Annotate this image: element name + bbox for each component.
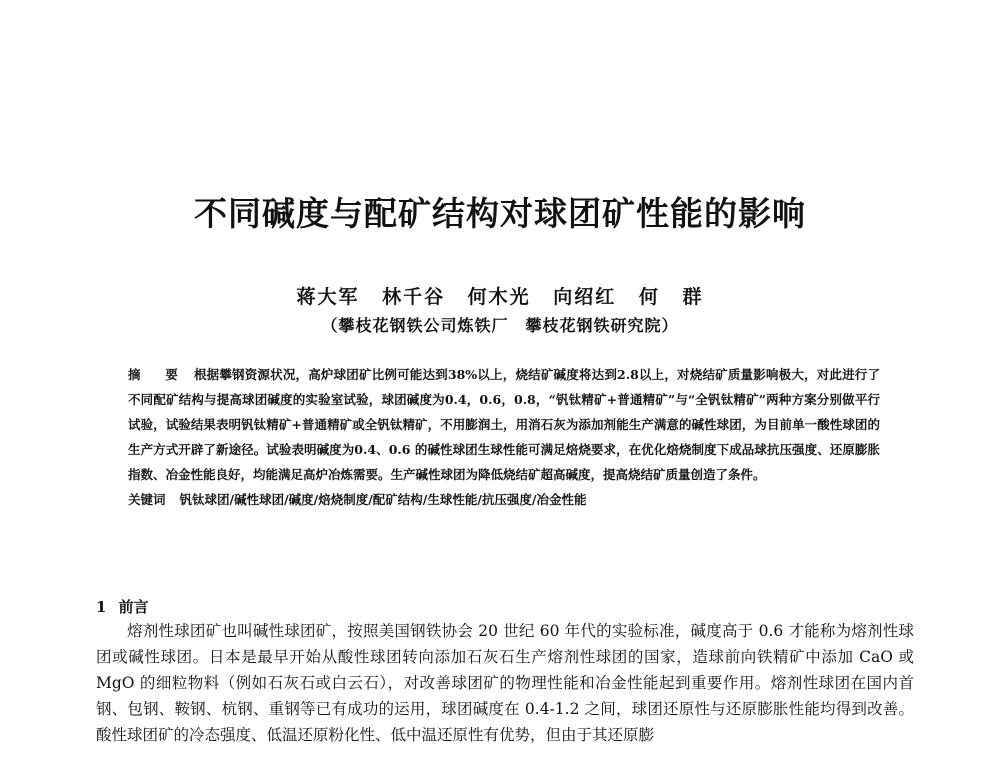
abstract-block [128,362,880,512]
abstract-paragraph [128,362,880,487]
author-list: 蒋大军 林千谷 何木光 向绍红 何 群 [296,286,704,308]
author-affiliation: （攀枝花钢铁公司炼铁厂 攀枝花钢铁研究院） [321,316,679,335]
section-title: 前言 [118,598,149,616]
keywords-text: 钒钛球团/碱性球团/碱度/焙烧制度/配矿结构/生球性能/抗压强度/冶金性能 [179,492,587,507]
section-heading [96,596,148,617]
abstract-text: 根据攀钢资源状况，高炉球团矿比例可能达到38%以上，烧结矿碱度将达到2.8以上，对烧结矿质量影响极大，对此进行了不同配矿结构与提高球团碱度的实验室试验，球团碱度为0.4，0.6，0.8，“钒钛精矿+普通精矿”与“全钒钛精矿”两种方案分别做平行试验，试验结果表明钒钛精矿+普通精矿或全钒钛精矿，不用膨润土，用消石灰为添加剂能生产满意的碱性球团，为目前单一酸性球团的生产方式开辟了新途径。试验表明碱度为0.4、0.6 的碱性球团生球性能可满足焙烧要求，在优化焙烧制度下成品球抗压强度、还原膨胀指数、冶金性能良好，均能满足高炉冶炼需要。生产碱性球团为降低烧结矿超高碱度，提高烧结矿质量创造了条件。 [128,367,880,482]
keywords-label: 关键词 [128,492,166,507]
section-number: 1 [96,598,107,616]
body-text-block [96,618,914,748]
paper-title: 不同碱度与配矿结构对球团矿性能的影响 [194,194,806,233]
body-paragraph: 熔剂性球团矿也叫碱性球团矿，按照美国钢铁协会 20 世纪 60 年代的实验标准，碱度高于 0.6 才能称为熔剂性球团或碱性球团。日本是最早开始从酸性球团转向添加石灰石生产熔剂性球团的国家，造球前向铁精矿中添加 CaO 或 MgO 的细粒物料（例如石灰石或白云石），对改善球团矿的物理性能和冶金性能起到重要作用。熔剂性球团在国内首钢、包钢、鞍钢、杭钢、重钢等已有成功的运用，球团碱度在 0.4-1.2 之间，球团还原性与还原膨胀性能均得到改善。酸性球团矿的冷态强度、低温还原粉化性、低中温还原性有优势，但由于其还原膨 [96,622,914,744]
abstract-label: 摘 要 [128,367,188,382]
keywords-paragraph [128,487,880,512]
